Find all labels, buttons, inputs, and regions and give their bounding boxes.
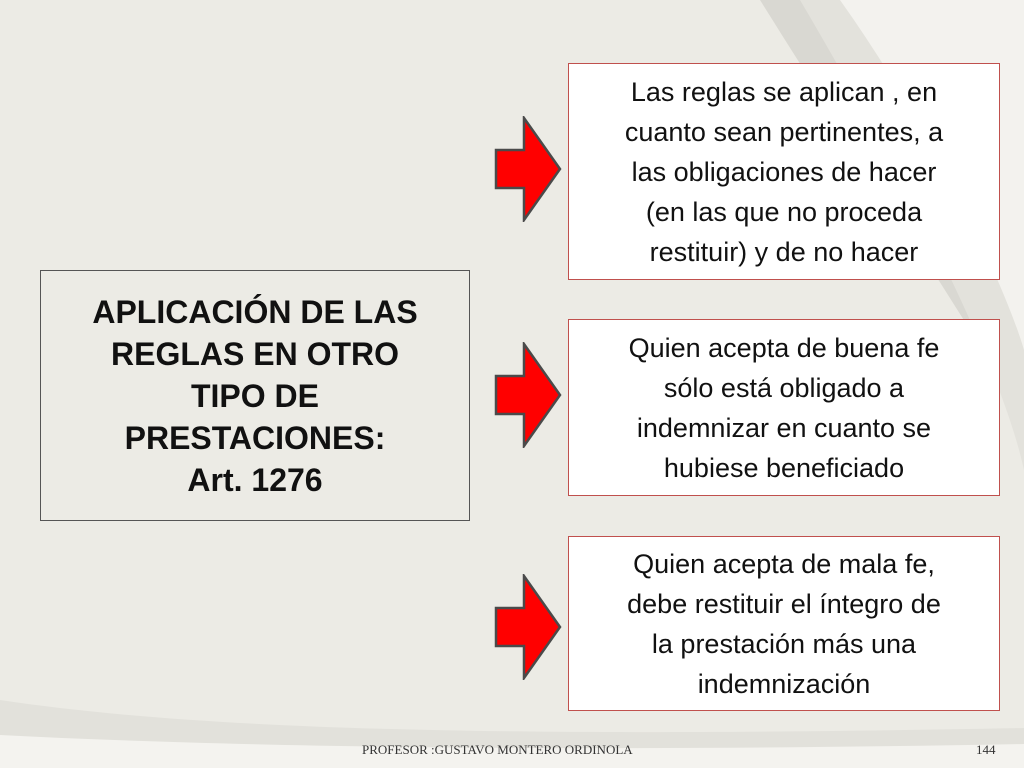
rule-box-text: Las reglas se aplican , en cuanto sean pertinentes, a las obligaciones de hacer (en las que no proceda restituir) y de no hacer (624, 76, 944, 267)
page-number: 144 (976, 742, 996, 757)
main-topic-title: APLICACIÓN DE LAS REGLAS EN OTRO TIPO DE PRESTACIONES: Art. 1276 (92, 293, 418, 498)
right-arrow-icon (494, 116, 564, 222)
rule-box-good-faith (568, 319, 1000, 496)
main-topic-box (40, 270, 470, 521)
footer-author: PROFESOR :GUSTAVO MONTERO ORDINOLA (362, 742, 633, 757)
rule-box-obligations (568, 63, 1000, 280)
rule-box-text: Quien acepta de mala fe, debe restituir el íntegro de la prestación más una indemnización (627, 548, 941, 699)
right-arrow-icon (494, 574, 564, 680)
rule-box-bad-faith (568, 536, 1000, 711)
rule-box-text: Quien acepta de buena fe sólo está obligado a indemnizar en cuanto se hubiese beneficiado (628, 332, 940, 483)
right-arrow-icon (494, 342, 564, 448)
